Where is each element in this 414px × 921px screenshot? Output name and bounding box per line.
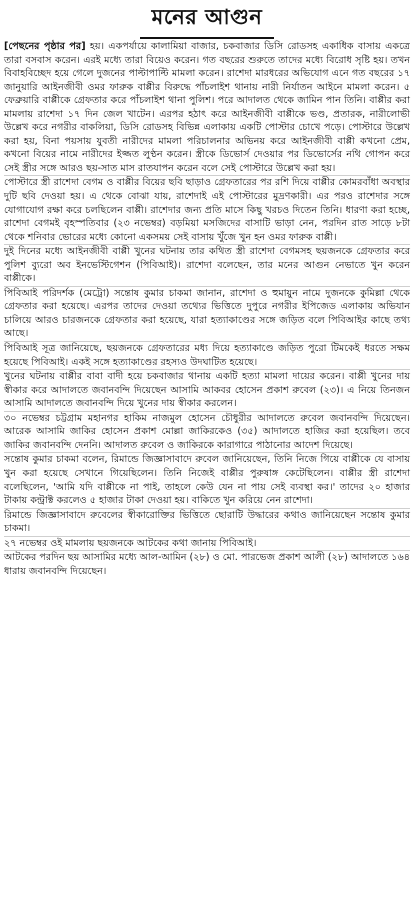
article-title: মনের আগুন <box>140 1 275 39</box>
article-paragraph-10: ২৭ নভেম্বর ওই মামলায় ছয়জনকে আটকের কথা জানায় পিবিআই। <box>4 536 410 551</box>
continued-label: [পেছনের পৃষ্ঠার পর] <box>4 41 86 52</box>
article-paragraph-11: আটকের পরদিন ছয় আসামির মধ্যে আল-আমিন (২৮) ও মো. পারভেজ প্রকাশ আলী (২৮) আদালতে ১৬৪ ধারায় জবানবন্দি দিয়েছেন। <box>4 552 410 577</box>
article-paragraph-1 <box>4 40 410 175</box>
article-paragraph-9: রিমান্ডে জিজ্ঞাসাবাদে রুবেলের স্বীকারোক্তির ভিত্তিতে ছোরাটি উদ্ধারের কথাও জানিয়েছেন সন্তোষ কুমার চাকমা। <box>4 509 410 535</box>
article-paragraph-2: পোস্টারে স্ত্রী রাশেদা বেগম ও বাপ্পীর বিয়ের ছবি ছাড়াও গ্রেফতারের পর রশি দিয়ে বাপ্পীর কোমরবাঁধা অবস্থার দুটি ছবি দেওয়া হয়। এ থেকে বোঝা যায়, রাশেদাই এই পোস্টারের মুদ্রণকারী। এর পরও রাশেদার সঙ্গে যোগাযোগ রক্ষা করে চলছিলেন বাপ্পী। রাশেদার জন্য প্রতি মাসে কিছু খরচও দিতেন তিনি। ধারণা করা হচ্ছে, রাশেদা বেগমই বৃহস্পতিবার (২৩ নভেম্বর) বড়মিয়া মসজিদের বাসাটি ভাড়া নেন, পরদিন রাত সাড়ে ৮টা থেকে শনিবার ভোরের মধ্যে কোনো একসময় সেই বাসায় খুঁজে খুন হন ওমর ফারুক বাপ্পী। <box>4 177 410 243</box>
article-paragraph-3: দুই দিনের মধ্যে আইনজীবী বাপ্পী খুনের ঘটনায় তার কথিত স্ত্রী রাশেদা বেগমসহ ছয়জনকে গ্রেফতার করে পুলিশ ব্যুরো অব ইনভেস্টিগেশন (পিবিআই)। রাশেদা বলেছেন, তার মনের আগুন নেভাতে খুন করেন বাপ্পীকে। <box>4 246 410 285</box>
article-body <box>4 40 410 578</box>
article-paragraph-7: ৩০ নভেম্বর চট্টগ্রাম মহানগর হাকিম নাজমুল হোসেন চৌধুরীর আদালতে রুবেল জবানবন্দি দিয়েছেন। আরেক আসামি জাকির হোসেন প্রকাশ মোল্লা জাকিরকেও (৩৫) আদালতে হাজির করা হয়েছিল। তবে জাকির জবানবন্দি দেননি। আদালত রুবেল ও জাকিরকে কারাগারে পাঠানোর আদেশ দিয়েছে। <box>4 412 410 451</box>
article-paragraph-5: পিবিআই সূত্র জানিয়েছে, ছয়জনকে গ্রেফতারের মধ্য দিয়ে হত্যাকাণ্ডে জড়িত পুরো টিমকেই ধরতে সক্ষম হয়েছে পিবিআই। একই সঙ্গে হত্যাকাণ্ডের রহস্যও উদঘাটিত হয়েছে। <box>4 343 410 368</box>
article-paragraph-4: পিবিআই পরিদর্শক (মেট্রো) সন্তোষ কুমার চাকমা জানান, রাশেদা ও হুমায়ুন নামে দুজনকে কুমিল্লা থেকে গ্রেফতার করা হয়েছে। এরপর তাদের দেওয়া তথ্যের ভিত্তিতে দুপুরে নগরীর ইপিজেড এলাকায় অভিযান চালিয়ে আরও চারজনকে গ্রেফতার করা হয়েছে, যারা হত্যাকাণ্ডের সঙ্গে জড়িত বলে পিবিআইর কাছে তথ্য আছে। <box>4 287 410 340</box>
headline-area <box>4 0 410 40</box>
article-paragraph-6: খুনের ঘটনায় বাপ্পীর বাবা বাদী হয়ে চকবাজার থানায় একটি হত্যা মামলা দায়ের করেন। বাপ্পী খুনের দায় স্বীকার করে আদালতে জবানবন্দি দিয়েছেন আসামি আকবর হোসেন প্রকাশ রুবেল (২৩)। এ নিয়ে তিনজন আসামি আদালতে জবানবন্দি দিয়ে খুনের দায় স্বীকার করলেন। <box>4 371 410 410</box>
paragraph-text: হয়। একপর্যায়ে কালামিয়া বাজার, চকবাজার ডিসি রোডসহ একাধিক বাসায় একত্রে তারা বসবাস করেন। এরই মধ্যে তারা বিয়েও করেন। গত বছরের শুরুতে তাদের মধ্যে বিরোধ সৃষ্টি হয়। তখন বিবাহবিচ্ছেদ হয়ে গেলে দুজনের পাল্টাপাল্টি মামলা করেন। রাশেদা মারধরের অভিযোগ এনে গত বছরের ১৭ জানুয়ারি আইনজীবী ওমর ফারুক বাপ্পীর বিরুদ্ধে পাঁচলাইশ থানায় নারী নির্যাতন আইনে মামলা করেন। ৫ ফেব্রুয়ারি বাপ্পীকে গ্রেফতার করে পাঁচলাইশ থানা পুলিশ। পরে আদালত থেকে জামিন পান তিনি। বাপ্পীর করা মামলায় রাশেদা ১৭ দিন জেল খাটেন। এরপর হঠাৎ করে আইনজীবী বাপ্পীকে ভণ্ড, প্রতারক, নারীলোভী উল্লেখ করে নগরীর বাকলিয়া, ডিসি রোডসহ বিভিন্ন এলাকায় একটি পোস্টার চোখে পড়ে। পোস্টারে উল্লেখ করা হয়, বিনা পয়সায় যুবতী নারীদের মামলা পরিচালনার অভিনয় করে আইনজীবী বাপ্পী কখনো প্রেম, কখনো বিয়ের নামে নারীদের ইজ্জত লুণ্ঠন করেন। স্ত্রীকে ডিভোর্স দেওয়ার পর ডিভোর্সের নথি গোপন করে সেই স্ত্রীর সঙ্গে আরও ছয়-সাত মাস রাতযাপন করেন বলে সেই পোস্টারে উল্লেখ করা হয়। <box>4 41 410 174</box>
article-paragraph-8: সন্তোষ কুমার চাকমা বলেন, রিমান্ডে জিজ্ঞাসাবাদে রুবেল জানিয়েছেন, তিনি নিজে গিয়ে বাপ্পীকে যে বাসায় খুন করা হয়েছে সেখানে গিয়েছিলেন। তিনি নিজেই বাপ্পীর পুরুষাঙ্গ কেটেছিলেন। বাপ্পীর স্ত্রী রাশেদা বলেছিলেন, 'আমি যদি বাপ্পীকে না পাই, তাহলে কেউ যেন না পায় সেই ব্যবস্থা কর।' তাদের ২০ হাজার টাকায় কন্ট্রাক্ট করলেও ৫ হাজার টাকা দেওয়া হয়। বাকিতে খুন করিয়ে নেন রাশেদা। <box>4 454 410 507</box>
